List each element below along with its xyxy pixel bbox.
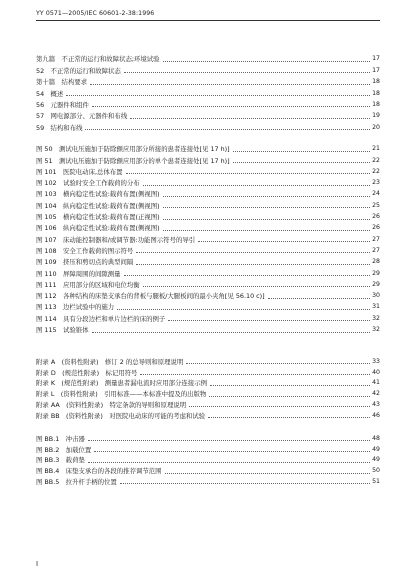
toc-entry-page-number: 25	[372, 201, 380, 209]
toc-entry[interactable]	[36, 398, 380, 409]
toc-entry-title: 57 网电源部分、元器件和布线	[36, 112, 128, 121]
toc-entry-title: 图 115 试验锥体	[36, 326, 89, 335]
toc-entry[interactable]	[36, 153, 380, 164]
toc-entry-title: 54 概述	[36, 89, 64, 98]
dot-leader	[120, 483, 370, 484]
dot-leader	[92, 332, 371, 333]
toc-entry-page-number: 31	[372, 303, 380, 311]
dot-leader	[88, 440, 370, 441]
toc-entry[interactable]	[36, 377, 380, 388]
toc-appendices-group	[36, 355, 380, 420]
dot-leader	[140, 374, 370, 375]
dot-leader	[268, 298, 370, 299]
toc-entry-page-number: 42	[372, 390, 380, 398]
toc-entry-page-number: 26	[372, 224, 380, 232]
toc-entry-page-number: 23	[372, 179, 380, 187]
toc-entry-page-number: 48	[372, 434, 380, 442]
toc-entry-page-number: 18	[372, 89, 380, 97]
toc-entry[interactable]	[36, 52, 380, 63]
toc-entry-title: 图 108 安全工作载荷的图示符号	[36, 246, 134, 255]
toc-entry-title: 图 105 横向稳定性试验:载荷布置(正视图)	[36, 213, 160, 222]
toc-entry-title: 图 107 床动能控制器和/或调节器:功能图示符号的导引	[36, 235, 196, 244]
toc-entry[interactable]	[36, 109, 380, 120]
toc-entry-page-number: 29	[372, 280, 380, 288]
toc-entry[interactable]	[36, 210, 380, 221]
toc-entry[interactable]	[36, 75, 380, 86]
toc-entry[interactable]	[36, 232, 380, 243]
toc-entry-title: 图 104 纵向稳定性试验:载荷布置(侧视图)	[36, 201, 160, 210]
toc-entry[interactable]	[36, 409, 380, 420]
toc-entry[interactable]	[36, 221, 380, 232]
toc-entry-page-number: 18	[372, 78, 380, 86]
toc-entry-title: 59 结构和布线	[36, 123, 83, 132]
dot-leader	[198, 241, 370, 242]
toc-entry[interactable]	[36, 278, 380, 289]
toc-entry-page-number: 49	[372, 456, 380, 464]
toc-entry-page-number: 19	[372, 112, 380, 120]
toc-entry[interactable]	[36, 165, 380, 176]
toc-entry-page-number: 28	[372, 258, 380, 266]
toc-bb-figures-group	[36, 432, 380, 486]
toc-entry[interactable]	[36, 300, 380, 311]
toc-entry[interactable]	[36, 475, 380, 486]
toc-entry-title: 图 BB.5 拉升杆手柄的位置	[36, 477, 117, 486]
toc-entry-page-number: 27	[372, 235, 380, 243]
dot-leader	[189, 406, 370, 407]
toc-entry[interactable]	[36, 86, 380, 97]
toc-entry-title: 图 102 试验时安全工作载荷的分布	[36, 179, 140, 188]
toc-entry-title: 图 BB.2 加载位置	[36, 445, 92, 454]
toc-entry[interactable]	[36, 255, 380, 266]
toc-entry[interactable]	[36, 198, 380, 209]
dot-leader	[136, 264, 370, 265]
toc-entry-title: 56 元器件和组件	[36, 100, 89, 109]
toc-entry-title: 图 111 应用部分的区域和电位均衡	[36, 280, 140, 289]
toc-entry-title: 图 114 具有分段边栏和单片边栏的床的例子	[36, 314, 166, 323]
toc-entry-page-number: 41	[372, 379, 380, 387]
toc-entry-title: 附录 L (资料性附录) 引用标准——本标准中提及的出版物	[36, 390, 207, 399]
toc-entry-page-number: 22	[372, 156, 380, 164]
toc-entry-page-number: 32	[372, 314, 380, 322]
toc-entry-title: 图 110 屏障周围的间隙测量	[36, 269, 121, 278]
dot-leader	[88, 462, 370, 463]
toc-entry[interactable]	[36, 323, 380, 334]
dot-leader	[163, 230, 371, 231]
dot-leader	[165, 473, 371, 474]
dot-leader	[66, 95, 370, 96]
toc-entry[interactable]	[36, 266, 380, 277]
page-number: Ⅰ	[36, 560, 39, 568]
toc-entry[interactable]	[36, 120, 380, 131]
toc-entry-page-number: 49	[372, 445, 380, 453]
dot-leader	[168, 320, 370, 321]
toc-entry[interactable]	[36, 187, 380, 198]
toc-entry[interactable]	[36, 443, 380, 454]
dot-leader	[94, 451, 370, 452]
standard-number-header: YY 0571—2005/IEC 60601-2-38:1996	[36, 10, 155, 17]
toc-entry-title: 附录 D (规范性附录) 标记用符号	[36, 368, 138, 377]
toc-entry-page-number: 40	[372, 368, 380, 376]
toc-entry-page-number: 43	[372, 400, 380, 408]
toc-entry-page-number: 51	[372, 477, 380, 485]
toc-entry-title: 附录 K (规范性附录) 测量患者漏电流时应用部分连接示例	[36, 379, 207, 388]
dot-leader	[136, 252, 370, 253]
toc-entry-page-number: 20	[372, 123, 380, 131]
toc-entry-title: 附录 BB (资料性附录) 对医院电动床的可能的考虑和试验	[36, 411, 206, 420]
toc-entry-page-number: 18	[372, 100, 380, 108]
toc-entry-title: 图 BB.4 床垫支承台的各段的推荐调节范围	[36, 467, 162, 476]
toc-entry[interactable]	[36, 387, 380, 398]
dot-leader	[163, 61, 371, 62]
toc-entry[interactable]	[36, 454, 380, 465]
dot-leader	[117, 309, 370, 310]
toc-entry[interactable]	[36, 176, 380, 187]
toc-entry-page-number: 22	[372, 167, 380, 175]
dot-leader	[163, 207, 371, 208]
toc-entry-page-number: 46	[372, 411, 380, 419]
toc-entry[interactable]	[36, 244, 380, 255]
toc-entry-title: 图 50 测试电压施加于防除颤应用部分所接的患者连接处[见 17 h)]	[36, 145, 230, 154]
toc-entry-title: 第九篇 不正常的运行和故障状态;环境试验	[36, 55, 160, 64]
toc-entry-title: 图 BB.1 冲击器	[36, 434, 85, 443]
dot-leader	[143, 286, 370, 287]
toc-entry-title: 图 BB.3 载荷垫	[36, 456, 85, 465]
toc-entry[interactable]	[36, 63, 380, 74]
toc-entry-title: 第十篇 结构要求	[36, 78, 88, 87]
dot-leader	[124, 72, 370, 73]
toc-entry-page-number: 27	[372, 246, 380, 254]
toc-entry-page-number: 17	[372, 55, 380, 63]
toc-entry-page-number: 30	[372, 292, 380, 300]
toc-entry-page-number: 29	[372, 269, 380, 277]
toc-entry-page-number: 32	[372, 326, 380, 334]
dot-leader	[130, 118, 370, 119]
toc-figures-group	[36, 142, 380, 334]
dot-leader	[210, 385, 370, 386]
toc-entry[interactable]	[36, 366, 380, 377]
toc-entry-page-number: 26	[372, 213, 380, 221]
toc-entry[interactable]	[36, 289, 380, 300]
toc-entry[interactable]	[36, 142, 380, 153]
dot-leader	[143, 185, 370, 186]
toc-entry-title: 图 113 边栏试验中的施力	[36, 303, 115, 312]
toc-entry-title: 附录 AA (资料性附录) 特定条款的导则和原理说明	[36, 400, 187, 409]
toc-entry-title: 图 106 纵向稳定性试验:载荷布置(侧视图)	[36, 224, 160, 233]
dot-leader	[233, 151, 370, 152]
toc-entry-title: 图 103 横向稳定性试验:载荷布置(侧视图)	[36, 190, 160, 199]
dot-leader	[92, 106, 370, 107]
toc-entry-page-number: 33	[372, 357, 380, 365]
dot-leader	[233, 162, 370, 163]
toc-sections-group	[36, 52, 380, 132]
dot-leader	[209, 396, 370, 397]
toc-entry[interactable]	[36, 432, 380, 443]
dot-leader	[208, 417, 370, 418]
toc-entry[interactable]	[36, 311, 380, 322]
toc-entry-title: 图 101 医院电动床,总体布置	[36, 167, 123, 176]
toc-entry-title: 图 109 挤压和剪切点的典型间隔	[36, 258, 134, 267]
toc-entry-page-number: 21	[372, 145, 380, 153]
toc-entry-title: 附录 A (资料性附录) 修订 2 的总导则和原理说明	[36, 357, 184, 366]
header-rule	[36, 20, 380, 21]
toc-entry-title: 图 112 各种结构的床垫支承台的背板与腿板/大腿板间的最小夹角[见 56.10 c)]	[36, 292, 265, 301]
dot-leader	[163, 219, 371, 220]
dot-leader	[124, 275, 371, 276]
dot-leader	[90, 84, 370, 85]
dot-leader	[186, 363, 370, 364]
dot-leader	[163, 196, 371, 197]
dot-leader	[85, 129, 370, 130]
dot-leader	[126, 173, 371, 174]
toc-entry-page-number: 50	[372, 467, 380, 475]
toc-entry[interactable]	[36, 355, 380, 366]
toc-entry-page-number: 17	[372, 66, 380, 74]
toc-entry-title: 52 不正常的运行和故障状态	[36, 66, 121, 75]
toc-entry-title: 图 51 测试电压施加于防除颤应用部分的单个患者连接处[见 17 h)]	[36, 156, 230, 165]
toc-entry-page-number: 24	[372, 190, 380, 198]
toc-entry[interactable]	[36, 98, 380, 109]
toc-entry[interactable]	[36, 464, 380, 475]
